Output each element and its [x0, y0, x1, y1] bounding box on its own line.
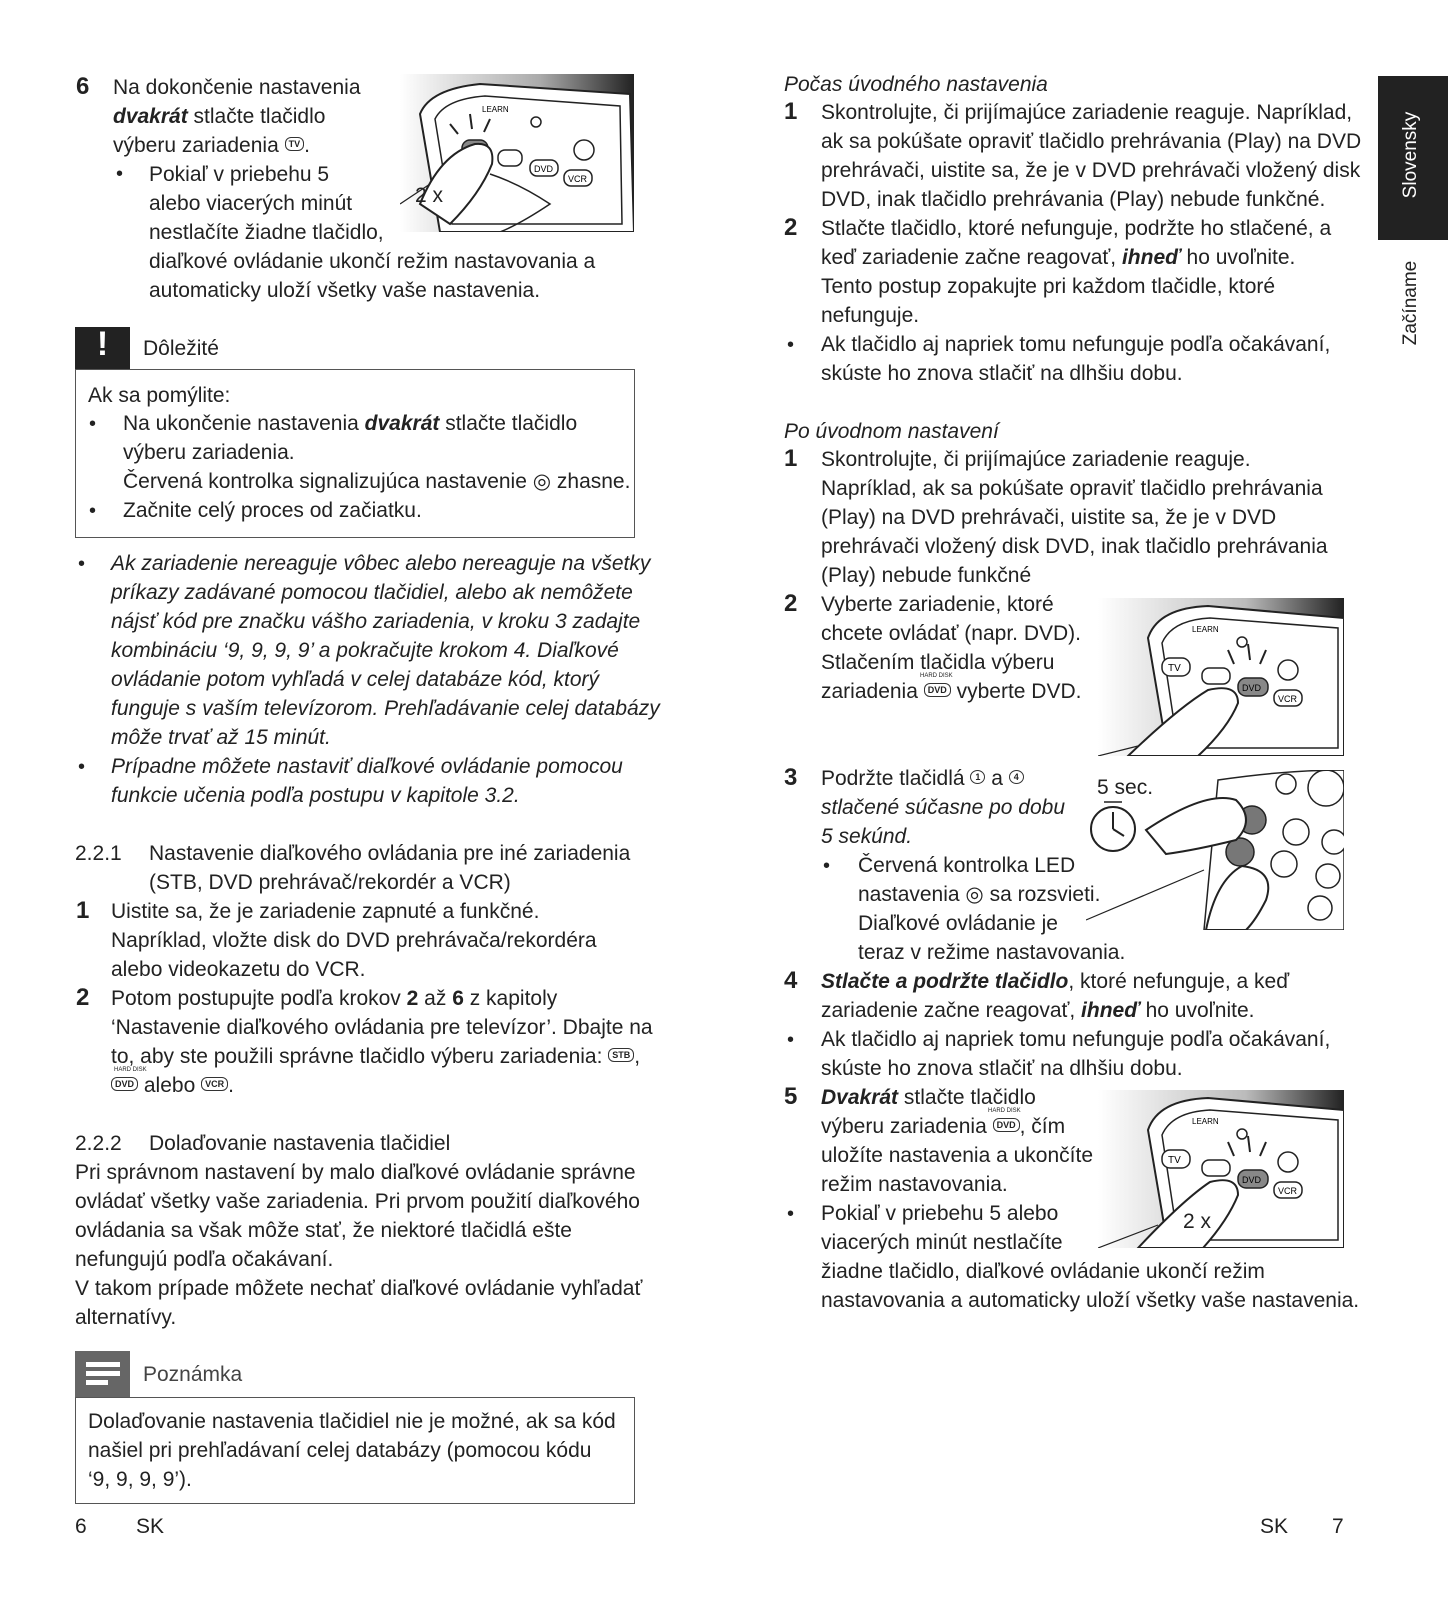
s221-step2-e: z kapitoly [463, 987, 558, 1010]
q5-emphasis: Dvakrát [821, 1086, 899, 1109]
lang-code-left: SK [136, 1515, 165, 1538]
step6-bullet-line2: alebo viacerých minút [149, 192, 353, 215]
step6-bullet-line4: diaľkové ovládanie ukončí režim nastavovania a [149, 250, 596, 273]
q4-bullet-line: skúste ho znova stlačiť na dlhšiu dobu. [821, 1057, 1183, 1080]
q2-line: Vyberte zariadenie, ktoré [821, 593, 1054, 616]
s222-line: V takom prípade môžete nechať diaľkové ovládanie vyhľadať [75, 1277, 643, 1300]
italic-line: príkazy zadávané pomocou tlačidiel, alebo ak nemôžete [111, 581, 633, 604]
q4-emphasis: Stlačte a podržte tlačidlo [821, 970, 1069, 993]
important-b1-line3: Červená kontrolka signalizujúca nastavenie ◎ zhasne. [123, 470, 631, 493]
p3-line: skúste ho znova stlačiť na dlhšiu dobu. [821, 362, 1183, 385]
subheading: Počas úvodného nastavenia [784, 73, 1048, 96]
s221-step1-line3: alebo videokazetu do VCR. [111, 958, 366, 981]
step6-emphasis: dvakrát [113, 105, 188, 128]
s222-line: nefungujú podľa očakávaní. [75, 1248, 334, 1271]
italic-line: ovládanie potom vyhľadá v celej databáze kód, ktorý [111, 668, 600, 691]
q1-line: (Play) nebude funkčné [821, 564, 1032, 587]
q4-line2-emphasis: ihneď [1081, 999, 1140, 1022]
italic-line: funguje s vaším televízorom. Prehľadávanie celej databázy [111, 697, 660, 720]
important-b1-emphasis: dvakrát [364, 412, 440, 435]
q3-bullet-line: Červená kontrolka LED [858, 854, 1076, 877]
p3-line: Ak tlačidlo aj napriek tomu nefunguje podľa očakávaní, [821, 333, 1331, 356]
remote-illustration-dvd [1098, 598, 1344, 756]
step6-line1: Na dokončenie nastavenia [113, 76, 361, 99]
step6-line2-rest: stlačte tlačidlo [187, 105, 326, 128]
q4-line2-c: ho uvoľnite. [1139, 999, 1255, 1022]
s221-step2-line4 [111, 1071, 234, 1101]
important-intro: Ak sa pomýlite: [88, 384, 231, 407]
bullet-dot: • [823, 855, 831, 877]
important-b1-line2: výberu zariadenia. [123, 441, 295, 464]
note-line: Dolaďovanie nastavenia tlačidiel nie je možné, ak sa kód [88, 1410, 616, 1433]
s221-step2-line1 [111, 984, 557, 1014]
q5-bullet-line: Pokiaľ v priebehu 5 alebo [821, 1202, 1059, 1225]
step6-bullet-line3: nestlačíte žiadne tlačidlo, [149, 221, 384, 244]
exclamation-icon: ! [96, 325, 109, 363]
p2-line3: Tento postup zopakujte pri každom tlačidle, ktoré [821, 275, 1276, 298]
s222-line: ovládať všetky vaše zariadenia. Pri prvom použití diaľkového [75, 1190, 640, 1213]
period: . [228, 1074, 234, 1097]
q5-bullet-line: nastavovania a automaticky uloží všetky vaše nastavenia. [821, 1289, 1360, 1312]
vcr-label: VCR [1278, 694, 1298, 704]
dvd-label: DVD [1242, 1175, 1262, 1185]
dvd-button-icon: DVD [111, 1077, 138, 1091]
s221-step1-line2: Napríklad, vložte disk do DVD prehrávača/rekordéra [111, 929, 597, 952]
tv-label: TV [1168, 663, 1181, 674]
important-b1-line1 [123, 409, 577, 439]
learn-label: LEARN [1192, 625, 1219, 634]
step6-bullet-line1: Pokiaľ v priebehu 5 [149, 163, 330, 186]
p1-line: DVD, inak tlačidlo prehrávania (Play) nebude funkčné. [821, 188, 1326, 211]
step6-line3-end: . [304, 134, 310, 157]
note-icon [86, 1362, 120, 1386]
q5-line2-c: , čím [1019, 1115, 1066, 1138]
step-number: 1 [784, 98, 798, 125]
q5-line1-rest: stlačte tlačidlo [898, 1086, 1036, 1109]
side-tab-zaciname: Začíname [1400, 260, 1421, 346]
s221-step2-line3 [111, 1042, 640, 1072]
hard-disk-label: HARD DISK [114, 1067, 147, 1073]
step-number: 4 [784, 967, 798, 994]
p2-line2-c: ho uvoľnite. [1180, 246, 1296, 269]
illus-5sec-label: 5 sec. [1097, 776, 1154, 799]
q4-line2 [821, 996, 1254, 1026]
q5-line2-a: výberu zariadenia [821, 1115, 987, 1138]
q5-bullet-line: viacerých minút nestlačíte [821, 1231, 1063, 1254]
hard-disk-label: HARD DISK [988, 1108, 1021, 1114]
s221-step2-c: až [418, 987, 453, 1010]
q2-line4-a: zariadenia [821, 680, 918, 703]
learn-label: LEARN [1192, 1117, 1219, 1126]
step-number: 3 [784, 764, 798, 791]
remote-illustration-dvd-2x [1098, 1090, 1344, 1248]
italic-line: Prípadne môžete nastaviť diaľkové ovládanie pomocou [111, 755, 623, 778]
bullet-dot: • [787, 1203, 795, 1225]
note-line: ‘9, 9, 9, 9’). [88, 1468, 192, 1491]
side-tab-slovensky: Slovensky [1400, 111, 1421, 199]
p1-line: ak sa pokúšate opraviť tlačidlo prehrávania (Play) na DVD [821, 130, 1362, 153]
p1-line: Skontrolujte, či prijímajúce zariadenie reaguje. Napríklad, [821, 101, 1353, 124]
bullet-dot: • [787, 334, 795, 356]
lang-code-right: SK [1260, 1515, 1289, 1538]
step6-line3-text: výberu zariadenia [113, 134, 279, 157]
q5-line4: režim nastavovania. [821, 1173, 1008, 1196]
dvd-button-icon: DVD [924, 683, 951, 697]
italic-line: funkcie učenia podľa postupu v kapitole 3.2. [111, 784, 520, 807]
q2-line4 [821, 677, 1081, 707]
stb-button-icon: STB [608, 1048, 634, 1062]
bullet-dot: • [787, 1029, 795, 1051]
step-number: 2 [76, 984, 90, 1011]
subheading: Po úvodnom nastavení [784, 420, 999, 443]
vcr-label: VCR [568, 174, 588, 184]
important-b2: Začnite celý proces od začiatku. [123, 499, 422, 522]
q2-line: Stlačením tlačidla výberu [821, 651, 1055, 674]
hard-disk-label: HARD DISK [920, 673, 953, 679]
important-b1c: stlačte tlačidlo [439, 412, 578, 435]
comma: , [634, 1045, 641, 1068]
p2-line1: Stlačte tlačidlo, ktoré nefunguje, podržte ho stlačené, a [821, 217, 1332, 240]
s222-line: ovládania sa však môže stať, že niektoré tlačidlá ešte [75, 1219, 572, 1242]
p2-line4: nefunguje. [821, 304, 920, 327]
s221-step2-b: 2 [406, 987, 419, 1010]
italic-line: Ak zariadenie nereaguje vôbec alebo nereaguje na všetky [111, 552, 651, 575]
bullet-dot: • [89, 500, 97, 522]
q3-line3: 5 sekúnd. [821, 825, 913, 848]
note-line: našiel pri prehľadávaní celej databázy (pomocou kódu [88, 1439, 592, 1462]
page-number-right: 7 [1332, 1515, 1344, 1538]
step-number: 5 [784, 1083, 798, 1110]
vcr-button-icon: VCR [201, 1077, 228, 1091]
q4-line2-a: zariadenie začne reagovať, [821, 999, 1082, 1022]
step-number: 2 [784, 214, 798, 241]
important-b1a: Na ukončenie nastavenia [123, 412, 365, 435]
q3-bullet-line: teraz v režime nastavovania. [858, 941, 1126, 964]
section-title: Dolaďovanie nastavenia tlačidiel [149, 1132, 451, 1155]
q2-line: chcete ovládať (napr. DVD). [821, 622, 1081, 645]
s222-line: alternatívy. [75, 1306, 177, 1329]
q4-bullet-line: Ak tlačidlo aj napriek tomu nefunguje podľa očakávaní, [821, 1028, 1331, 1051]
note-title: Poznámka [143, 1363, 243, 1386]
step6-line3 [113, 131, 310, 161]
p1-line: prehrávači, uistite sa, že je v DVD prehrávači vložený disk [821, 159, 1361, 182]
q3-bullet-line: Diaľkové ovládanie je [858, 912, 1058, 935]
section-title-line1: Nastavenie diaľkového ovládania pre iné zariadenia [149, 842, 631, 865]
illus-2x-label: 2 x [415, 184, 444, 207]
q4-line1 [821, 967, 1289, 997]
illus-2x-label: 2 x [1183, 1210, 1212, 1233]
q3-bullet-line: nastavenia ◎ sa rozsvieti. [858, 883, 1101, 906]
q5-bullet-line: žiadne tlačidlo, diaľkové ovládanie ukončí režim [821, 1260, 1265, 1283]
key-4-icon: 4 [1009, 770, 1024, 784]
q5-line3: uložíte nastavenia a ukončíte [821, 1144, 1094, 1167]
q3-line1-a: Podržte tlačidlá [821, 767, 971, 790]
italic-line: kombináciu ‘9, 9, 9, 9’ a pokračujte krokom 4. Diaľkové [111, 639, 619, 662]
dvd-button-icon: DVD [993, 1118, 1020, 1132]
tv-label: TV [1168, 1155, 1181, 1166]
q3-line1 [821, 764, 1024, 794]
q5-line2 [821, 1112, 1065, 1142]
bullet-dot: • [116, 163, 124, 185]
q1-line: Skontrolujte, či prijímajúce zariadenie reaguje. [821, 448, 1251, 471]
step-number: 1 [76, 897, 90, 924]
step-number: 2 [784, 590, 798, 617]
s221-step2-line3-text: to, aby ste použili správne tlačidlo výberu zariadenia: [111, 1045, 603, 1068]
italic-line: nájsť kód pre značku vášho zariadenia, v kroku 3 zadajte [111, 610, 641, 633]
step6-bullet-line5: automaticky uloží všetky vaše nastavenia. [149, 279, 541, 302]
p2-line2 [821, 243, 1295, 273]
dvd-label: DVD [534, 164, 554, 174]
s221-step2-d: 6 [452, 987, 464, 1010]
s221-step1-line1: Uistite sa, že je zariadenie zapnuté a funkčné. [111, 900, 540, 923]
q3-line1-mid: a [985, 767, 1009, 790]
section-number: 2.2.2 [75, 1132, 122, 1155]
tv-button-icon: TV [285, 137, 305, 151]
dvd-label: DVD [1242, 683, 1262, 693]
section-number: 2.2.1 [75, 842, 122, 865]
page-number-left: 6 [75, 1515, 87, 1538]
q1-line: prehrávači vložený disk DVD, inak tlačidlo prehrávania [821, 535, 1328, 558]
q4-line1-rest: , ktoré nefunguje, a keď [1068, 970, 1290, 993]
s221-step2-a: Potom postupujte podľa krokov [111, 987, 407, 1010]
q1-line: Napríklad, ak sa pokúšate opraviť tlačidlo prehrávania [821, 477, 1323, 500]
step-number: 6 [76, 73, 90, 100]
bullet-dot: • [78, 756, 86, 778]
s222-line: Pri správnom nastavení by malo diaľkové ovládanie správne [75, 1161, 636, 1184]
q3-line2: stlačené súčasne po dobu [821, 796, 1066, 819]
key-1-icon: 1 [970, 770, 985, 784]
q2-line4-b: vyberte DVD. [956, 680, 1082, 703]
bullet-dot: • [78, 553, 86, 575]
q1-line: (Play) na DVD prehrávači, uistite sa, že je v DVD [821, 506, 1277, 529]
bullet-dot: • [89, 413, 97, 435]
alebo-text: alebo [143, 1074, 196, 1097]
vcr-label: VCR [1278, 1186, 1298, 1196]
learn-label: LEARN [482, 105, 509, 114]
section-title-line2: (STB, DVD prehrávač/rekordér a VCR) [149, 871, 511, 894]
italic-line: môže trvať až 15 minút. [111, 726, 331, 749]
step6-line2 [113, 102, 325, 132]
s221-step2-line2: ‘Nastavenie diaľkového ovládania pre televízor’. Dbajte na [111, 1016, 653, 1039]
p2-line2-a: keď zariadenie začne reagovať, [821, 246, 1122, 269]
step-number: 1 [784, 445, 798, 472]
important-title: Dôležité [143, 337, 219, 360]
p2-emphasis: ihneď [1121, 246, 1181, 269]
